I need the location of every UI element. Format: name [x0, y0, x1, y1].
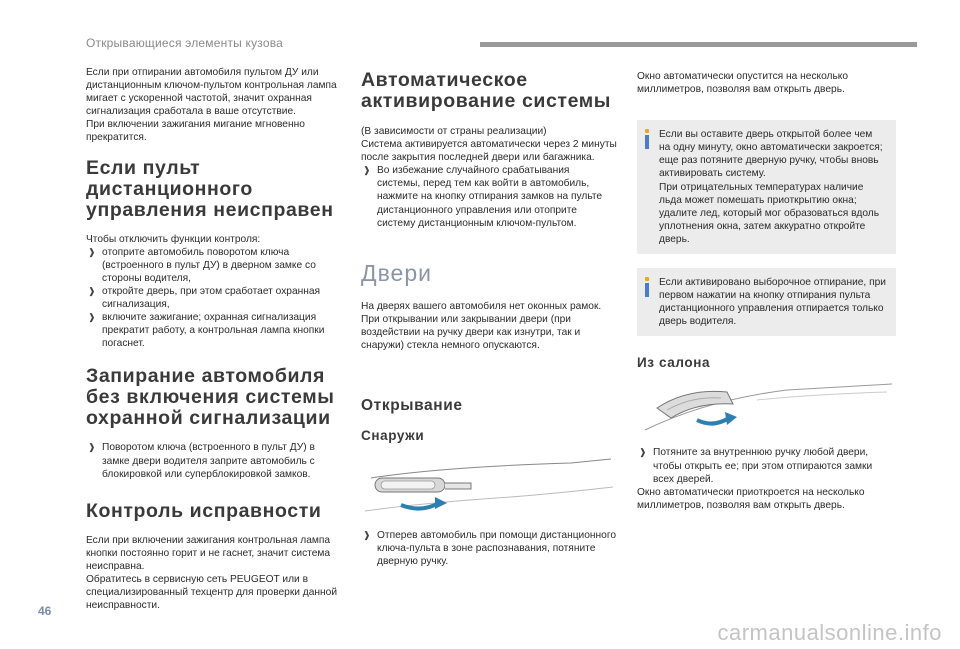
arrow-bullet-icon: ❱ [88, 442, 96, 453]
watermark: carmanualsonline.info [717, 620, 942, 645]
heading-fault-check: Контроль исправности [86, 499, 322, 522]
interior-door-handle-drawing [637, 380, 896, 438]
outside-steps-list [361, 529, 619, 568]
column-left [86, 66, 344, 612]
list-item: ❱ Отперев автомобиль при помощи дистанционного ключа-пульта в зоне распознавания, потяните дверную ручку. [363, 530, 616, 568]
list-item: ❱ отоприте автомобиль поворотом ключа (встроенного в пульт ДУ) в дверном замке со стороны водителя, [88, 246, 316, 284]
window-paragraph: Окно автоматически опустится на несколько миллиметров, позволяя вам открыть дверь. [637, 71, 849, 96]
header-divider [480, 42, 917, 47]
arrow-bullet-icon: ❱ [363, 530, 371, 541]
inside-after-paragraph: Окно автоматически приоткроется на несколько миллиметров, позволяя вам открыть дверь. [637, 486, 865, 511]
intro-paragraph: Если при отпирании автомобиля пультом ДУ или дистанционным ключом-пультом контрольная лампа мигает с ускоренной частотой, значит охранная сигнализация сработала в ваше отсутствие. При включении зажигания мигание мгновенно прекратится. [86, 67, 337, 144]
column-right [637, 70, 896, 512]
list-item: ❱ Во избежание случайного срабатывания системы, перед тем как войти в автомобиль, нажмите на кнопку отпирания замков на пульте дистанционного управления или отоприте систему дистанционным ключом-пультом. [363, 165, 603, 229]
remote-steps-list [86, 246, 344, 351]
interior-handle-illustration [637, 380, 896, 438]
list-item: ❱ откройте дверь, при этом сработает охранная сигнализация, [88, 285, 321, 311]
info-icon [645, 129, 650, 149]
info-icon [645, 277, 650, 297]
heading-outside: Снаружи [361, 428, 425, 444]
auto-steps-list [361, 164, 619, 229]
exterior-door-handle-drawing [361, 453, 619, 523]
arrow-bullet-icon: ❱ [88, 312, 96, 323]
column-middle [361, 70, 619, 568]
info-box-door-open: Если вы оставите дверь открытой более чем на одну минуту, окно автоматически закроется; еще раз потяните дверную ручку, чтобы вновь активировать систему. При отрицательных температурах наличие льда может помешать приоткрытию окна; удалите лед, который мог образоваться вдоль уплотнения окна, затем аккуратно откройте дверь. [637, 120, 896, 254]
fault-paragraph: Если при включении зажигания контрольная лампа кнопки постоянно горит и не гаснет, значит система неисправна. Обратитесь в сервисную сеть PEUGEOT или в специализированный техцентр для проверки данной неисправности. [86, 534, 338, 612]
doors-paragraph: На дверях вашего автомобиля нет оконных рамок. При открывании или закрывании двери (при воздействии на ручку двери как изнутри, так и снаружи) стекла немного опускаются. [361, 300, 602, 352]
locking-steps-list [86, 441, 344, 480]
heading-locking-without-alarm: Запирание автомобиля без включения системы охранной сигнализации [86, 365, 335, 430]
list-item: ❱ Потяните за внутреннюю ручку любой двери, чтобы открыть ее; при этом отпираются замки всех дверей. [639, 447, 873, 485]
heading-auto-activation: Автоматическое активирование системы [361, 69, 612, 112]
arrow-bullet-icon: ❱ [639, 447, 647, 458]
heading-remote-faulty: Если пульт дистанционного управления неисправен [86, 156, 334, 221]
heading-doors: Двери [361, 259, 432, 286]
auto-paragraph: (В зависимости от страны реализации) Система активируется автоматически через 2 минуты после закрытия последней двери или багажника. [361, 126, 617, 164]
info-box-selective-unlock: Если активировано выборочное отпирание, при первом нажатии на кнопку отпирания пульта дистанционного управления отпирается только дверь водителя. [637, 268, 896, 336]
arrow-bullet-icon: ❱ [363, 165, 371, 176]
heading-inside: Из салона [637, 355, 711, 371]
list-item: ❱ Поворотом ключа (встроенного в пульт ДУ) в замке двери водителя заприте автомобиль с блокировкой или суперблокировкой замков. [88, 442, 315, 480]
list-item: ❱ включите зажигание; охранная сигнализация прекратит работу, а контрольная лампа кнопки погаснет. [88, 312, 325, 350]
page-number: 46 [38, 604, 52, 618]
inside-steps-list [637, 446, 896, 485]
arrow-bullet-icon: ❱ [88, 246, 96, 257]
section-title: Открывающиеся элементы кузова [86, 36, 284, 50]
exterior-handle-illustration [361, 453, 619, 523]
heading-opening: Открывание [361, 397, 463, 415]
arrow-bullet-icon: ❱ [88, 285, 96, 296]
remote-intro: Чтобы отключить функции контроля: [86, 233, 261, 245]
